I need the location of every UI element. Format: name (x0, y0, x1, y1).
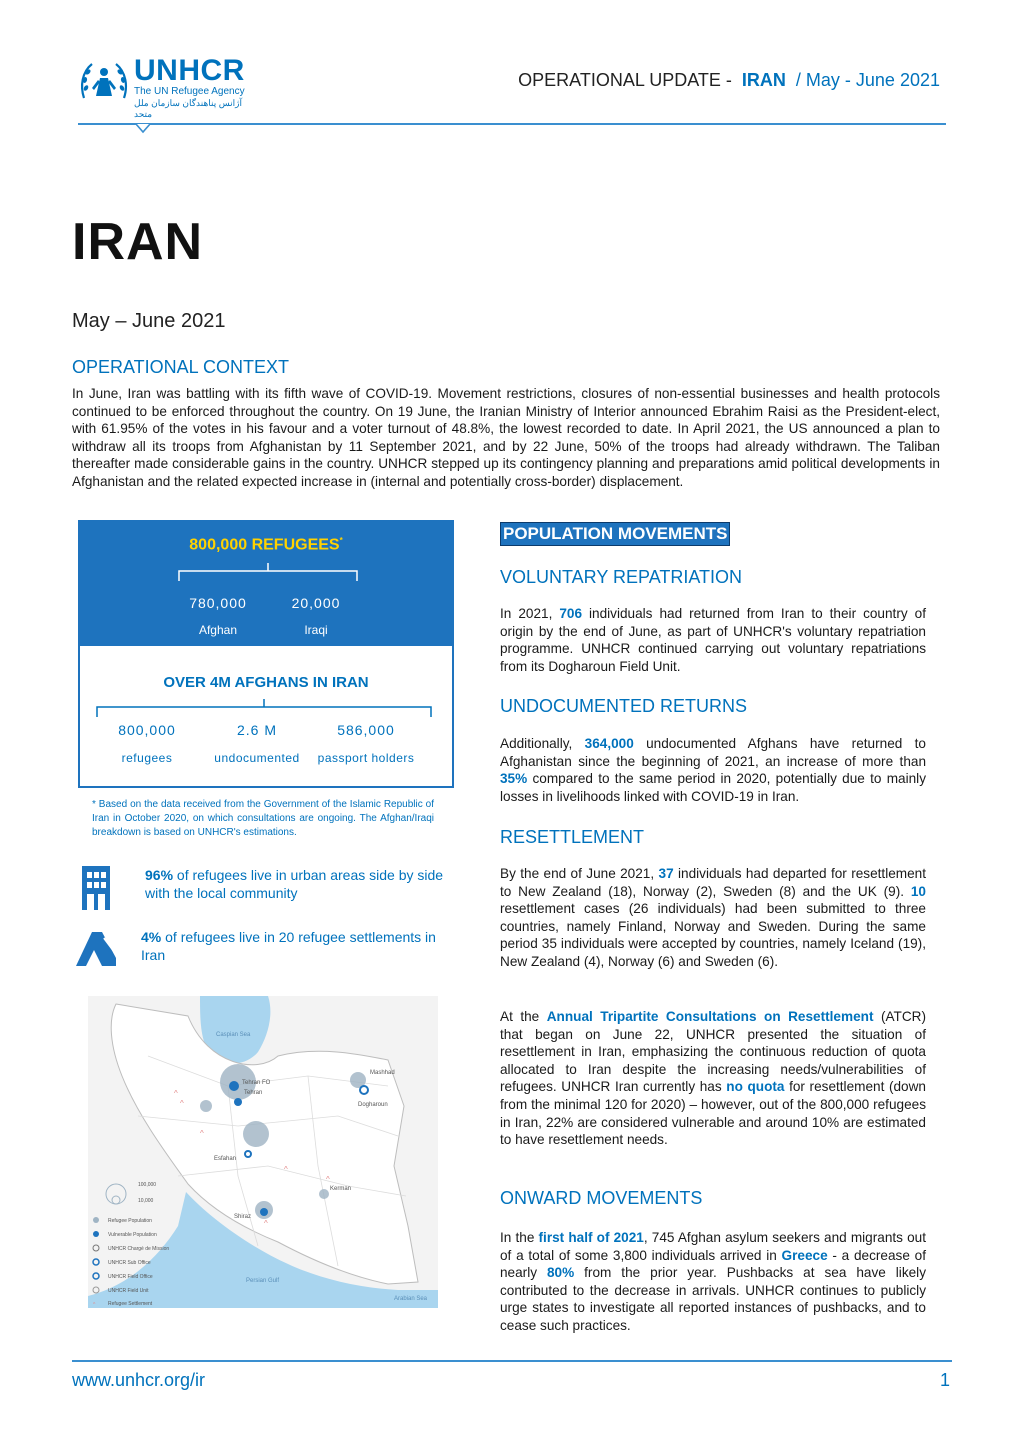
om-text-d: from the prior year. Pushbacks at sea have likely contributed to the decrease in arrivals. UNHCR continues to publicly urge states to investigate all reported instances of pushbacks, and to cease such practices. (500, 1265, 926, 1333)
om-text-c: - a decrease of nearly (500, 1247, 926, 1281)
rs-text-a: By the end of June 2021, (500, 866, 659, 881)
voluntary-repatriation-heading: VOLUNTARY REPATRIATION (500, 567, 743, 587)
resettlement-text (500, 865, 926, 971)
atcr-link[interactable]: Annual Tripartite Consultations on Resettlement (546, 1009, 874, 1024)
vr-text-b: individuals had returned from Iran to their country of origin by the end of June, as part of UNHCR's voluntary repatriation programme. UNHCR continued carrying out voluntary repatriations from its Dogharoun Field Unit. (500, 606, 926, 674)
map-label-persian-gulf: Persian Gulf (246, 1278, 280, 1284)
map-label-shiraz: Shiraz (234, 1214, 252, 1220)
map-label-kerman: Kerman (330, 1186, 352, 1192)
op-period: / May - June 2021 (795, 70, 940, 90)
rs-text-c: resettlement cases (26 individuals) had been submitted to three countries, namely Finland, Norway and Sweden. During the same period 35 individuals were accepted by countries, namely Iceland (19), New Zealand (4), Norway (6) and Sweden (6). (500, 901, 926, 969)
settlement-refugees-pct: 4% (141, 929, 162, 945)
ur-text-a: Additionally, (500, 736, 585, 751)
vr-text-a: In 2021, (500, 606, 560, 621)
logo-tagline: The UN Refugee Agency (134, 86, 245, 97)
rs-text-b: individuals had departed for resettlement to New Zealand (18), Norway (2), Sweden (8) and the UK (9). (500, 866, 926, 899)
passport-holders-label: passport holders (317, 751, 415, 765)
atcr-no-quota: no quota (726, 1079, 785, 1095)
afghan-refugees-count-label: refugees (121, 751, 173, 765)
building-icon (80, 864, 112, 910)
iraqi-refugees-value: 20,000 (291, 595, 341, 611)
map-label-dogharoun: Dogharoun (358, 1102, 388, 1108)
undocumented-count: 2.6 M (236, 722, 277, 738)
legend-sub-office: UNHCR Sub Office (108, 1260, 151, 1266)
unhcr-logo-emblem (78, 58, 130, 104)
urban-refugees-fact (145, 866, 445, 902)
ur-text-b: undocumented Afghans have returned to Afghanistan since the beginning of 2021, an increase of more than (500, 736, 926, 769)
refugees-bracket (178, 561, 358, 583)
context-text: In June, Iran was battling with its fifth wave of COVID-19. Movement restrictions, closures of non-essential businesses and health protocols continued to be enforced throughout the country. On 19 June, the Iranian Ministry of Interior announced Ebrahim Raisi as the President-elect, with 61.95% of the votes in his favour and a voter turnout of 48.8%, the lowest recorded to date. In April 2021, the US announced a plan to withdraw all its troops from Afghanistan by 11 September 2021, and by 22 June, 50% of the troops had already withdrawn. The Taliban thereafter made considerable gains in the country. UNHCR stepped up its contingency planning and preparations amid political developments in Afghanistan and the related expected increase in (internal and potentially cross-border) displacement. (72, 386, 940, 489)
om-percent: 80% (546, 1265, 575, 1281)
map-label-caspian: Caspian Sea (216, 1032, 251, 1038)
legend-field-office: UNHCR Field Office (108, 1274, 153, 1280)
voluntary-repatriation-text (500, 605, 926, 675)
urban-refugees-text: of refugees live in urban areas side by side with the local community (145, 867, 444, 901)
settlement-refugees-fact (141, 928, 441, 964)
stats-footnote: * Based on the data received from the Government of the Islamic Republic of Iran in October 2020, on which consultations are ongoing. The Afghan/Iraqi breakdown is based on UNHCR's estimations. (92, 799, 434, 838)
population-movements-heading: POPULATION MOVEMENTS (500, 522, 730, 546)
page-subtitle: May – June 2021 (72, 310, 226, 332)
svg-text:^: ^ (174, 1089, 178, 1098)
context-heading: OPERATIONAL CONTEXT (72, 357, 290, 377)
header-notch (136, 123, 150, 135)
rs-cases-number: 10 (910, 883, 926, 899)
ur-number: 364,000 (584, 736, 634, 751)
tent-icon (74, 924, 118, 968)
map-label-esfahan: Esfahan (214, 1156, 237, 1162)
map-scale-small: 10,000 (138, 1198, 154, 1204)
urban-refugees-pct: 96% (145, 867, 174, 883)
om-text-b: , 745 Afghan asylum seekers and migrants out of a total of some 3,800 individuals arrived in (500, 1230, 926, 1263)
rs-number: 37 (658, 866, 674, 881)
settlement-refugees-text: of refugees live in 20 refugee settlements in Iran (141, 929, 436, 963)
map-label-tehran-fo: Tehran FO (242, 1080, 271, 1086)
footer-website-link[interactable]: www.unhcr.org/ir (72, 1370, 206, 1390)
map-scale-large: 100,000 (138, 1182, 157, 1188)
refugees-footnote-mark: * (339, 536, 343, 545)
svg-text:^: ^ (284, 1165, 288, 1174)
map-label-arabian-sea: Arabian Sea (394, 1296, 428, 1302)
om-greece-link[interactable]: Greece (781, 1247, 828, 1263)
legend-field-unit: UNHCR Field Unit (108, 1288, 149, 1294)
svg-text:^: ^ (180, 1099, 184, 1108)
afghan-refugees-label: Afghan (198, 623, 238, 637)
atcr-text (500, 1008, 926, 1149)
afghans-bracket (96, 697, 432, 719)
refugees-total-label: 800,000 REFUGEES (189, 536, 340, 554)
ur-percent: 35% (500, 771, 528, 787)
legend-refugee-settlement: Refugee Settlement (108, 1301, 153, 1307)
undocumented-returns-heading: UNDOCUMENTED RETURNS (500, 696, 747, 716)
ur-text-c: compared to the same period in 2020, potentially due to mainly losses in livelihoods linked with COVID-19 in Iran. (500, 771, 926, 804)
iraqi-refugees-label: Iraqi (304, 623, 328, 637)
map-label-mashhad: Mashhad (370, 1070, 395, 1076)
svg-text:^: ^ (326, 1175, 330, 1184)
onward-movements-heading: ONWARD MOVEMENTS (500, 1188, 703, 1208)
undocumented-returns-text (500, 735, 926, 805)
footer-divider (72, 1360, 952, 1362)
afghan-refugees-count: 800,000 (118, 722, 176, 738)
op-prefix: OPERATIONAL UPDATE - (518, 70, 732, 90)
logo-wordmark: UNHCR (134, 54, 245, 87)
logo-tagline-farsi: آژانس پناهندگان سازمان ملل متحد (134, 98, 243, 119)
atcr-text-a: At the (500, 1009, 547, 1024)
vr-number: 706 (559, 606, 583, 621)
svg-text:^: ^ (264, 1219, 268, 1228)
legend-charge-de-mission: UNHCR Chargé de Mission (108, 1246, 170, 1252)
onward-movements-text (500, 1229, 926, 1335)
resettlement-heading: RESETTLEMENT (500, 827, 645, 847)
legend-refugee-population: Refugee Population (108, 1218, 152, 1224)
page-title: IRAN (72, 213, 204, 271)
undocumented-label: undocumented (214, 751, 300, 765)
svg-text:^: ^ (200, 1129, 204, 1138)
afghan-refugees-value: 780,000 (189, 595, 247, 611)
legend-vulnerable-population: Vulnerable Population (108, 1232, 157, 1238)
refugees-total (78, 536, 454, 554)
header-divider (78, 123, 946, 125)
atcr-text-b: (ATCR) that began on June 22, UNHCR presented the situation of resettlement in Iran, emphasizing the continuous reduction of quota allocated to Iran despite the increasing needs/vulnerabilities of refugees. UNHCR Iran currently has (500, 1009, 927, 1095)
om-text-a: In the (500, 1230, 539, 1245)
afghans-total: OVER 4M AFGHANS IN IRAN (163, 674, 369, 691)
om-first-half-link[interactable]: first half of 2021 (538, 1230, 644, 1245)
page-number: 1 (940, 1370, 951, 1390)
passport-holders-count: 586,000 (337, 722, 395, 738)
atcr-text-c: for resettlement (down from the minimal 120 for 2020) – however, out of the 800,000 refugees in Iran, 22% are considered vulnerable and around 10% are estimated to have resettlement needs. (500, 1079, 926, 1148)
operational-update-label (518, 70, 940, 91)
iran-presence-map (88, 996, 438, 1308)
op-country: IRAN (741, 70, 786, 90)
map-label-tehran: Tehran (244, 1090, 263, 1096)
svg-text:^: ^ (93, 1302, 96, 1308)
